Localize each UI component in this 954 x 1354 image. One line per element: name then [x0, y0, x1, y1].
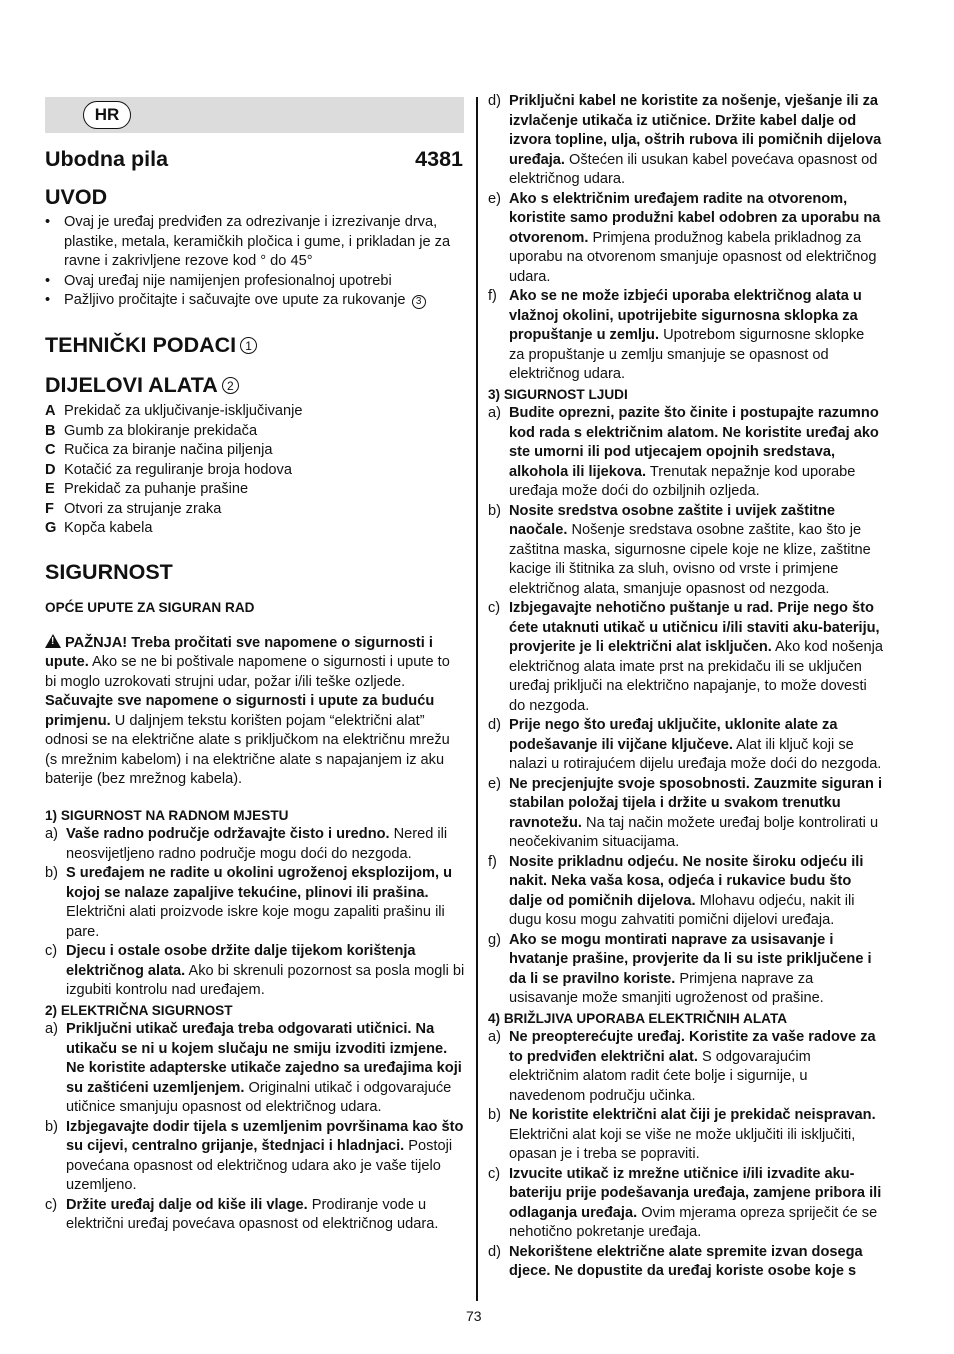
- list-item: c) Djecu i ostale osobe držite dalje tijekom korištenja električnog alata. Ako bi skrenuli pozornost sa posla mogli bi izgubiti kontrolu nad uređajem.: [45, 943, 465, 998]
- section-heading-safety: SIGURNOST: [45, 560, 173, 584]
- list-item: d) Priključni kabel ne koristite za nošenje, vješanje ili za izvlačenje utikača iz utičnice. Držite kabel dalje od izvora topline, ulja, oštrih rubova ili pomičnih dijelova uređaja. Oštećen ili usukan kabel povećava opasnost od električnog udara.: [488, 93, 882, 187]
- list-item: b) Ne koristite električni alat čiji je prekidač neispravan. Električni alat koji se više ne može uključiti ili isključiti, opasan je i treba se popraviti.: [488, 1107, 876, 1162]
- list-item: B Gumb za blokiranje prekidača: [45, 422, 258, 439]
- list-item: A Prekidač za uključivanje-isključivanje: [45, 403, 303, 419]
- subheading: OPĆE UPUTE ZA SIGURAN RAD: [45, 600, 255, 615]
- list-item: f) Nosite prikladnu odjeću. Ne nosite široku odjeću ili nakit. Neka vaša kosa, odjeća i rukavice budu što dalje od pomičnih dijelova. Mlohavu odjeću, nakit ili dugu kosu mogu zahvatiti pomični dijelovi uređaja.: [488, 853, 864, 928]
- subheading: 1) SIGURNOST NA RADNOM MJESTU: [45, 807, 289, 823]
- right-column-safety: [488, 92, 883, 1282]
- list-item: C Ručica za biranje načina piljenja: [45, 442, 273, 458]
- product-name: Ubodna pila: [45, 147, 169, 171]
- intro-bullet-list: [45, 213, 465, 311]
- list-item: c) Izvucite utikač iz mrežne utičnice i/ili izvadite aku-bateriju prije podešavanja uređaja, zamjene pribora ili odlaganja uređaja. Ovim mjerama opreza spriječit će se nehotično pokretanje uređaja.: [488, 1165, 882, 1240]
- list-item: a) Priključni utikač uređaja treba odgovarati utičnici. Na utikaču se ni u kojem slučaju ne smiju izvoditi izmjene. Ne koristite adapterske utikače zajedno sa uređajima koji su zaštićeni uzemljenjem. Originalni utikač i odgovarajuće utičnice smanjuju opasnost od električnog udara.: [45, 1021, 462, 1115]
- section-heading-uvod: UVOD: [45, 185, 108, 209]
- warning-icon: [45, 634, 61, 648]
- list-item: • Ovaj uređaj nije namijenjen profesionalnoj upotrebi: [45, 272, 465, 292]
- section-heading-tech: TEHNIČKI PODACI 1: [45, 332, 257, 358]
- list-item: b) Izbjegavajte dodir tijela s uzemljenim površinama kao što su cijevi, centralno grijanje, štednjaci i hladnjaci. Postoji povećana opasnost od električnog udara ako je vaše tijelo uzemljeno.: [45, 1118, 464, 1193]
- list-item: g) Ako se mogu montirati naprave za usisavanje i hvatanje prašine, provjerite da li su iste priključene i da li se pravilno koriste. Primjena naprave za usisavanje može smanjiti ugroženost od prašine.: [488, 931, 872, 1006]
- list-item: a) Vaše radno područje održavajte čisto i uredno. Nered ili neosvijetljeno radno područje mogu doći do nezgoda.: [45, 826, 448, 862]
- page-number: 73: [466, 1308, 482, 1324]
- model-number: 4381: [415, 147, 463, 171]
- list-item: c) Izbjegavajte nehotično puštanje u rad. Prije nego što ćete utaknuti utikač u utičnicu i/ili staviti aku-bateriju, provjerite je li električni alat isključen. Ako kod nošenja električnog alata imate prst na prekidaču ili se uključen uređaj priključi na električno napajanje, to može dovesti do nezgoda.: [488, 600, 883, 714]
- list-item: E Prekidač za puhanje prašine: [45, 481, 249, 497]
- subheading: 4) BRIŽLJIVA UPORABA ELEKTRIČNIH ALATA: [488, 1010, 788, 1026]
- section-heading-parts: DIJELOVI ALATA 2: [45, 372, 239, 398]
- list-item: e) Ako s električnim uređajem radite na otvorenom, koristite samo produžni kabel odobren za uporabu na otvorenom. Primjena produžnog kabela prikladnog za uporabu na otvorenom smanjuje opasnost od električnog udara.: [488, 190, 881, 285]
- list-item: G Kopča kabela: [45, 520, 153, 536]
- language-badge: HR: [83, 101, 131, 129]
- figure-ref: 3: [412, 295, 426, 309]
- subheading: 3) SIGURNOST LJUDI: [488, 386, 628, 402]
- language-bar: [45, 97, 464, 133]
- list-item: b) S uređajem ne radite u okolini ugroženoj eksplozijom, u kojoj se nalaze zapaljive tekućine, plinovi ili prašina. Električni alati proizvode iskre koje mogu zapaliti prašinu ili pare.: [45, 865, 452, 940]
- figure-ref: 1: [240, 337, 257, 354]
- list-item: a) Ne preopterećujte uređaj. Koristite za vaše radove za to predviđen električni alat. S odgovarajućim električnim alatom radit ćete bolje i sigurnije, u navedenom području učinka.: [488, 1029, 876, 1104]
- list-item: d) Prije nego što uređaj uključite, uklonite alate za podešavanje ili vijčane ključeve. Alat ili ključ koji se nalazi u rotirajućem dijelu uređaja može doći do nezgoda.: [488, 717, 882, 772]
- warning-paragraph: !PAŽNJA! Treba pročitati sve napomene o sigurnosti i upute. Ako se ne bi poštivale napomene o sigurnosti i upute to bi moglo uzrokovati strujni udar, požar i/ili teške ozljede. Sačuvajte sve napomene o sigurnosti i upute za buduću primjenu. U daljnjem tekstu korišten pojam “električni alat” odnosi se na električne alate s priključkom na električnu mrežu (s mrežnim kabelom) i na električne alate s napajanjem iz aku baterije (bez mrežnog kabela).: [45, 634, 465, 790]
- list-item: f) Ako se ne može izbjeći uporaba električnog alata u vlažnoj okolini, upotrijebite sigurnosna sklopka za propuštanje u zemlju. Upotrebom sigurnosne sklopke za propuštanje u zemlju smanjuje se opasnost od električnog udara.: [488, 288, 865, 382]
- page-title: [45, 146, 463, 172]
- parts-list: [45, 402, 465, 539]
- list-item: e) Ne precjenjujte svoje sposobnosti. Zauzmite siguran i stabilan položaj tijela i držite u svakom trenutku ravnotežu. Na taj način možete uređaj bolje kontrolirati u neočekivanim situacijama.: [488, 775, 883, 850]
- subheading: 2) ELEKTRIČNA SIGURNOST: [45, 1002, 233, 1018]
- list-item: b) Nosite sredstva osobne zaštite i uvijek zaštitne naočale. Nošenje sredstava osobne zaštite, kao što je zaštitna maska, sigurnosne cipele koje ne klize, zaštitne kacige ili štitnika za sluh, ovisno od vrste i primjene električnog alata, smanjuje opasnost od nezgoda.: [488, 502, 871, 597]
- list-item: d) Nekorištene električne alate spremite izvan dosega djece. Ne dopustite da uređaj koriste osobe koje s: [488, 1243, 863, 1279]
- left-column-safety: [45, 598, 465, 1235]
- list-item: • Pažljivo pročitajte i sačuvajte ove upute za rukovanje 3: [45, 291, 465, 311]
- column-divider: [476, 97, 478, 1301]
- figure-ref: 2: [222, 377, 239, 394]
- list-item: c) Držite uređaj dalje od kiše ili vlage. Prodiranje vode u električni uređaj povećava opasnost od električnog udara.: [45, 1196, 439, 1232]
- list-item: • Ovaj je uređaj predviđen za odrezivanje i izrezivanje drva, plastike, metala, keramičkih pločica i gume, i prikladan je za ravne i zakrivljene rezove kod ° do 45°: [45, 213, 465, 272]
- list-item: D Kotačić za reguliranje broja hodova: [45, 461, 292, 478]
- list-item: a) Budite oprezni, pazite što činite i postupajte razumno kod rada s električnim alatom. Ne koristite uređaj ako ste umorni ili pod utjecajem opojnih sredstava, alkohola ili lijekova. Trenutak nepažnje kod uporabe uređaja može doći do ozbiljnih ozljeda.: [488, 405, 879, 499]
- list-item: F Otvori za strujanje zraka: [45, 500, 222, 517]
